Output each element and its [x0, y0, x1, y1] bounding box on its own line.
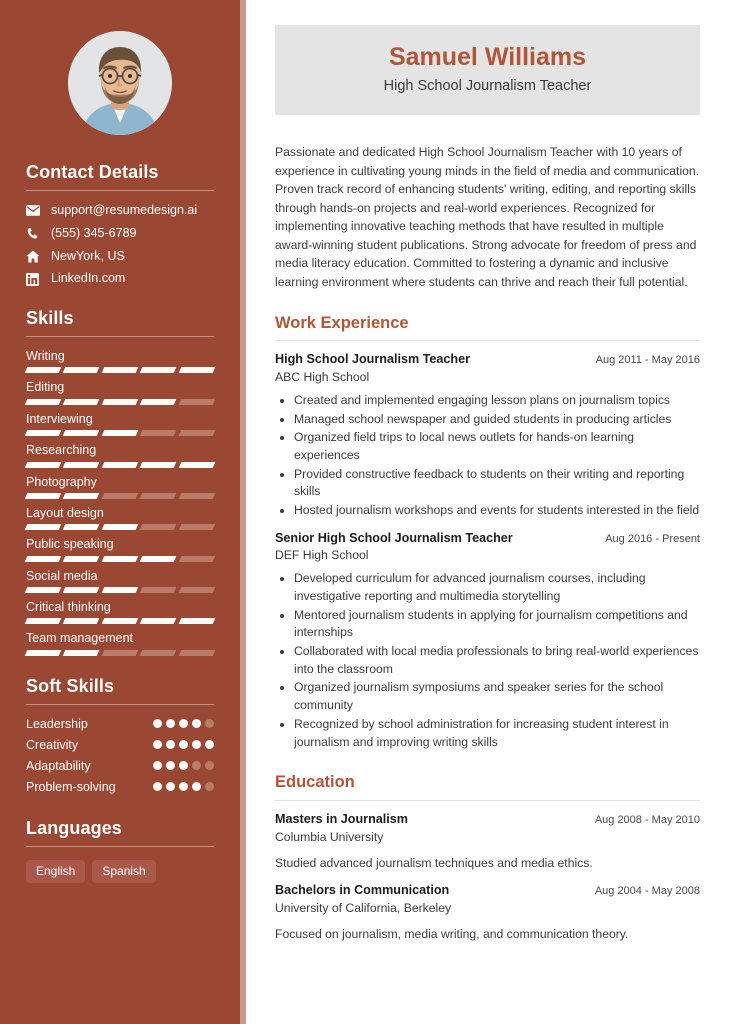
entry-header — [275, 812, 700, 828]
rating-dot — [166, 782, 175, 791]
rating-dot — [192, 719, 201, 728]
skill-bar-segment — [25, 524, 62, 530]
skill-bar-segment — [140, 556, 177, 562]
skill-bar-segment — [140, 650, 177, 656]
skills-heading: Skills — [26, 308, 74, 328]
skill-bar-segment — [25, 399, 62, 405]
skill-level-bar — [26, 462, 214, 468]
divider — [26, 846, 214, 847]
contact-details-section — [26, 162, 214, 286]
job-title: Senior High School Journalism Teacher — [275, 530, 513, 545]
skill-level-bar — [26, 650, 214, 656]
language-tag: Spanish — [92, 860, 155, 884]
work-entry — [275, 352, 700, 519]
main-content — [246, 0, 730, 1024]
skill-row — [26, 349, 214, 373]
skill-level-bar — [26, 493, 214, 499]
skill-bar-segment — [101, 493, 138, 499]
skill-row — [26, 412, 214, 436]
skill-bar-segment — [140, 587, 177, 593]
rating-dot — [153, 719, 162, 728]
skill-bar-segment — [140, 462, 177, 468]
education-heading: Education — [275, 773, 355, 792]
skill-bar-segment — [101, 587, 138, 593]
education-description: Focused on journalism, media writing, and communication theory. — [275, 926, 629, 941]
rating-dot — [153, 740, 162, 749]
contact-linkedin-text: LinkedIn.com — [51, 271, 126, 286]
list-item: • Developed curriculum for advanced journalism courses, including investigative reporting and multimedia storytelling — [294, 570, 700, 605]
soft-skill-label: Adaptability — [26, 758, 91, 773]
languages-section — [26, 818, 214, 884]
list-item: • Recognized by school administration for increasing student interest in journalism and improving writing skills — [294, 716, 700, 751]
contact-list — [26, 204, 214, 286]
skill-bar-segment — [178, 587, 215, 593]
soft-skill-label: Problem-solving — [26, 779, 116, 794]
rating-dot — [205, 761, 214, 770]
skill-bar-segment — [101, 556, 138, 562]
skill-level-bar — [26, 618, 214, 624]
divider — [275, 800, 700, 801]
soft-skill-row — [26, 738, 214, 752]
list-item: • Managed school newspaper and guided students in producing articles — [294, 411, 700, 429]
skill-level-bar — [26, 430, 214, 436]
skill-row — [26, 475, 214, 499]
skill-bar-segment — [178, 367, 215, 373]
list-item: • Organized field trips to local news outlets for hands-on learning experiences — [294, 429, 700, 464]
skill-label: Interviewing — [26, 411, 93, 426]
contact-item-email[interactable] — [26, 204, 214, 218]
soft-skill-row — [26, 759, 214, 773]
rating-dot — [179, 740, 188, 749]
skill-label: Writing — [26, 349, 65, 363]
responsibility-list — [275, 570, 700, 751]
education-entry — [275, 812, 700, 872]
skill-row — [26, 537, 214, 561]
list-item: • Hosted journalism workshops and events for students interested in the field — [294, 502, 700, 520]
soft-skill-row — [26, 717, 214, 731]
work-experience-list — [275, 352, 700, 751]
contact-phone-text: (555) 345-6789 — [51, 225, 137, 240]
skill-bar-segment — [178, 524, 215, 530]
skill-level-bar — [26, 399, 214, 405]
contact-item-location[interactable] — [26, 250, 214, 264]
skill-row — [26, 569, 214, 593]
skill-bar-segment — [25, 367, 62, 373]
skill-bar-segment — [63, 524, 100, 530]
skill-label: Social media — [26, 568, 98, 583]
soft-skill-label: Creativity — [26, 737, 79, 752]
skill-bar-segment — [25, 430, 62, 436]
skill-label: Photography — [26, 474, 97, 489]
rating-dot — [205, 719, 214, 728]
divider — [26, 704, 214, 705]
skill-bar-segment — [63, 399, 100, 405]
skill-label: Researching — [26, 443, 97, 458]
rating-dot — [153, 782, 162, 791]
linkedin-icon — [26, 273, 43, 286]
list-item: • Provided constructive feedback to students on their writing and reporting skills — [294, 466, 700, 501]
profile-photo-illustration — [68, 31, 172, 135]
skill-label: Team management — [26, 631, 134, 646]
responsibility-list — [275, 392, 700, 520]
degree-date-range: Aug 2004 - May 2008 — [594, 885, 700, 898]
skill-label: Critical thinking — [26, 600, 111, 614]
skill-bar-segment — [140, 524, 177, 530]
job-date-range: Aug 2016 - Present — [605, 532, 700, 545]
skill-row — [26, 443, 214, 467]
job-title-subtitle: High School Journalism Teacher — [383, 77, 592, 94]
rating-dot — [192, 740, 201, 749]
skill-bar-segment — [25, 493, 62, 499]
skill-bar-segment — [63, 430, 100, 436]
soft-skills-list — [26, 717, 214, 794]
contact-details-heading: Contact Details — [26, 162, 159, 182]
skill-bar-segment — [101, 430, 138, 436]
soft-skill-label: Leadership — [26, 716, 88, 731]
skill-bar-segment — [101, 650, 138, 656]
education-list — [275, 812, 700, 944]
skill-row — [26, 631, 214, 655]
languages-heading: Languages — [26, 817, 122, 838]
languages-list — [26, 860, 214, 884]
contact-item-linkedin[interactable] — [26, 272, 214, 286]
rating-dot — [166, 719, 175, 728]
work-entry — [275, 531, 700, 751]
skill-bar-segment — [63, 493, 100, 499]
skill-bar-segment — [178, 650, 215, 656]
rating-dot — [192, 782, 201, 791]
job-title: High School Journalism Teacher — [275, 352, 471, 367]
skill-bar-segment — [178, 430, 215, 436]
skill-row — [26, 506, 214, 530]
soft-skills-section — [26, 676, 214, 794]
rating-dot — [166, 761, 175, 770]
rating-dot — [205, 740, 214, 749]
home-icon — [26, 250, 43, 263]
soft-skills-heading: Soft Skills — [26, 675, 115, 696]
entry-header — [275, 531, 700, 547]
skill-bar-segment — [25, 587, 62, 593]
contact-email-text: support@resumedesign.ai — [51, 203, 198, 217]
skill-label: Public speaking — [26, 537, 114, 552]
entry-header — [275, 883, 700, 899]
rating-dot — [153, 761, 162, 770]
skill-bar-segment — [63, 556, 100, 562]
skill-bar-segment — [25, 556, 62, 562]
list-item: • Collaborated with local media professionals to bring real-world experiences into the classroom — [294, 643, 700, 678]
skill-bar-segment — [178, 493, 215, 499]
skill-bar-segment — [178, 618, 215, 624]
list-item: • Mentored journalism students in applying for journalism competitions and internships — [294, 607, 700, 642]
entry-header — [275, 352, 700, 368]
rating-dot — [179, 782, 188, 791]
skill-bar-segment — [63, 618, 100, 624]
contact-location-text: NewYork, US — [51, 248, 125, 263]
skill-label: Editing — [26, 380, 65, 395]
employer-name: ABC High School — [275, 370, 370, 385]
degree-title: Bachelors in Communication — [275, 883, 450, 898]
skill-bar-segment — [101, 462, 138, 468]
divider — [275, 340, 700, 341]
avatar — [68, 31, 172, 135]
skill-bar-segment — [63, 367, 100, 373]
skill-bar-segment — [140, 430, 177, 436]
institution-name: Columbia University — [275, 829, 384, 844]
soft-skill-rating — [153, 782, 214, 791]
skill-bar-segment — [63, 462, 100, 468]
skill-bar-segment — [140, 367, 177, 373]
contact-item-phone[interactable] — [26, 227, 214, 241]
rating-dot — [179, 719, 188, 728]
skills-list — [26, 349, 214, 656]
sidebar — [0, 0, 240, 1024]
skill-level-bar — [26, 556, 214, 562]
skill-level-bar — [26, 587, 214, 593]
skills-section — [26, 308, 214, 656]
skill-level-bar — [26, 367, 214, 373]
skill-bar-segment — [101, 524, 138, 530]
degree-date-range: Aug 2008 - May 2010 — [594, 814, 700, 827]
institution-name: University of California, Berkeley — [275, 901, 452, 916]
skill-bar-segment — [101, 399, 138, 405]
job-date-range: Aug 2011 - May 2016 — [595, 354, 700, 367]
skill-bar-segment — [63, 650, 100, 656]
page-title: Samuel Williams — [388, 43, 587, 71]
envelope-icon — [26, 205, 43, 216]
skill-label: Layout design — [26, 505, 104, 520]
skill-bar-segment — [25, 618, 62, 624]
professional-summary: Passionate and dedicated High School Journalism Teacher with 10 years of experience in cultivating young minds in the field of media and communication. Proven track record of enhancing students' writing, editing, and reporting skills through hands-on projects and real-world experiences. Recognized for implementing innovative teaching methods that have resulted in multiple award-winning student publications. Strong advocate for freedom of press and media literacy education. Committed to fostering a dynamic and inclusive learning environment where students can thrive and reach their full potential. — [275, 145, 700, 289]
header-name-block — [275, 25, 700, 115]
soft-skill-rating — [153, 761, 214, 770]
skill-bar-segment — [140, 618, 177, 624]
skill-bar-segment — [101, 367, 138, 373]
list-item: • Organized journalism symposiums and speaker series for the school community — [294, 679, 700, 714]
rating-dot — [179, 761, 188, 770]
skill-bar-segment — [101, 618, 138, 624]
divider — [26, 190, 214, 191]
skill-bar-segment — [140, 399, 177, 405]
work-experience-heading: Work Experience — [275, 313, 409, 332]
rating-dot — [192, 761, 201, 770]
education-description: Studied advanced journalism techniques and media ethics. — [275, 855, 593, 870]
list-item: • Created and implemented engaging lesson plans on journalism topics — [294, 392, 700, 410]
divider — [26, 336, 214, 337]
skill-bar-segment — [140, 493, 177, 499]
skill-bar-segment — [25, 650, 62, 656]
skill-level-bar — [26, 524, 214, 530]
language-tag: English — [26, 860, 85, 884]
skill-bar-segment — [25, 462, 62, 468]
soft-skill-rating — [153, 719, 214, 728]
skill-bar-segment — [178, 462, 215, 468]
degree-title: Masters in Journalism — [275, 812, 408, 827]
skill-row — [26, 600, 214, 624]
rating-dot — [205, 782, 214, 791]
phone-icon — [26, 227, 43, 240]
skill-bar-segment — [63, 587, 100, 593]
skill-row — [26, 380, 214, 404]
rating-dot — [166, 740, 175, 749]
employer-name: DEF High School — [275, 548, 369, 563]
skill-bar-segment — [178, 556, 215, 562]
education-entry — [275, 883, 700, 943]
soft-skill-rating — [153, 740, 214, 749]
skill-bar-segment — [178, 399, 215, 405]
soft-skill-row — [26, 780, 214, 794]
